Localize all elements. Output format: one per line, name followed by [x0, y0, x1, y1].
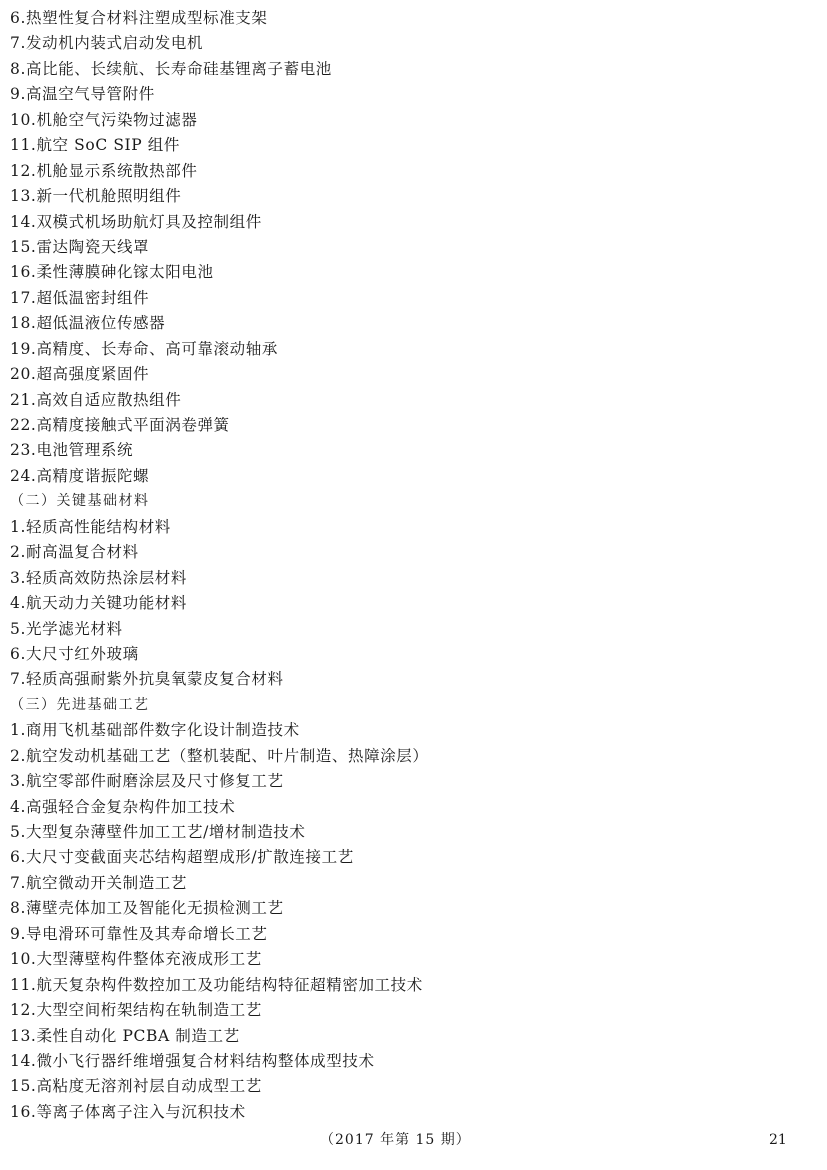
- list-item: 13.柔性自动化 PCBA 制造工艺: [10, 1026, 240, 1045]
- list-item: 18.超低温液位传感器: [10, 314, 166, 333]
- list-item: 9.高温空气导管附件: [10, 85, 155, 104]
- document-body: [10, 6, 810, 1125]
- list-item: 13.新一代机舱照明组件: [10, 187, 182, 206]
- list-item: 10.机舱空气污染物过滤器: [10, 110, 198, 129]
- list-item: 15.高粘度无溶剂衬层自动成型工艺: [10, 1077, 262, 1096]
- list-item: 4.航天动力关键功能材料: [10, 594, 187, 613]
- list-item: 11.航天复杂构件数控加工及功能结构特征超精密加工技术: [10, 975, 423, 994]
- list-item: 6.大尺寸红外玻璃: [10, 644, 139, 663]
- issue-label: （2017 年第 15 期）: [320, 1132, 471, 1148]
- page-footer: [0, 1129, 827, 1151]
- list-item: 5.光学滤光材料: [10, 619, 123, 638]
- list-item: 11.航空 SoC SIP 组件: [10, 136, 181, 155]
- list-item: 22.高精度接触式平面涡卷弹簧: [10, 416, 230, 434]
- list-item: 19.高精度、长寿命、高可靠滚动轴承: [10, 339, 278, 358]
- list-item: 2.耐高温复合材料: [10, 543, 139, 562]
- section-heading: （三）先进基础工艺: [10, 696, 150, 713]
- list-item: 7.轻质高强耐紫外抗臭氧蒙皮复合材料: [10, 670, 284, 689]
- list-item: 1.商用飞机基础部件数字化设计制造技术: [10, 721, 300, 740]
- list-item: 8.薄壁壳体加工及智能化无损检测工艺: [10, 899, 284, 918]
- list-item: 23.电池管理系统: [10, 441, 134, 460]
- list-item: 21.高效自适应散热组件: [10, 390, 182, 409]
- list-item: 6.热塑性复合材料注塑成型标准支架: [10, 9, 268, 27]
- list-item: 10.大型薄壁构件整体充液成形工艺: [10, 950, 262, 969]
- list-item: 14.双模式机场助航灯具及控制组件: [10, 212, 262, 231]
- list-item: 4.高强轻合金复杂构件加工技术: [10, 797, 236, 816]
- list-item: 17.超低温密封组件: [10, 288, 150, 307]
- list-item: 14.微小飞行器纤维增强复合材料结构整体成型技术: [10, 1051, 375, 1070]
- list-item: 16.柔性薄膜砷化镓太阳电池: [10, 263, 214, 282]
- page-number: 21: [769, 1132, 787, 1148]
- list-item: 20.超高强度紧固件: [10, 365, 150, 384]
- list-item: 2.航空发动机基础工艺（整机装配、叶片制造、热障涂层）: [10, 746, 429, 765]
- section-heading: （二）关键基础材料: [10, 493, 150, 510]
- list-item: 12.机舱显示系统散热部件: [10, 161, 198, 180]
- list-item: 16.等离子体离子注入与沉积技术: [10, 1102, 246, 1121]
- list-item: 12.大型空间桁架结构在轨制造工艺: [10, 1001, 262, 1020]
- list-item: 6.大尺寸变截面夹芯结构超塑成形/扩散连接工艺: [10, 848, 354, 867]
- list-item: 8.高比能、长续航、长寿命硅基锂离子蓄电池: [10, 59, 332, 78]
- list-item: 1.轻质高性能结构材料: [10, 517, 171, 536]
- list-item: 7.发动机内装式启动发电机: [10, 34, 204, 53]
- list-item: 5.大型复杂薄壁件加工工艺/增材制造技术: [10, 823, 306, 841]
- list-item: 7.航空微动开关制造工艺: [10, 873, 187, 892]
- list-item: 3.轻质高效防热涂层材料: [10, 568, 187, 587]
- list-item: 3.航空零部件耐磨涂层及尺寸修复工艺: [10, 772, 284, 791]
- list-item: 9.导电滑环可靠性及其寿命增长工艺: [10, 924, 268, 943]
- list-item: 24.高精度谐振陀螺: [10, 466, 150, 485]
- list-item: 15.雷达陶瓷天线罩: [10, 237, 150, 256]
